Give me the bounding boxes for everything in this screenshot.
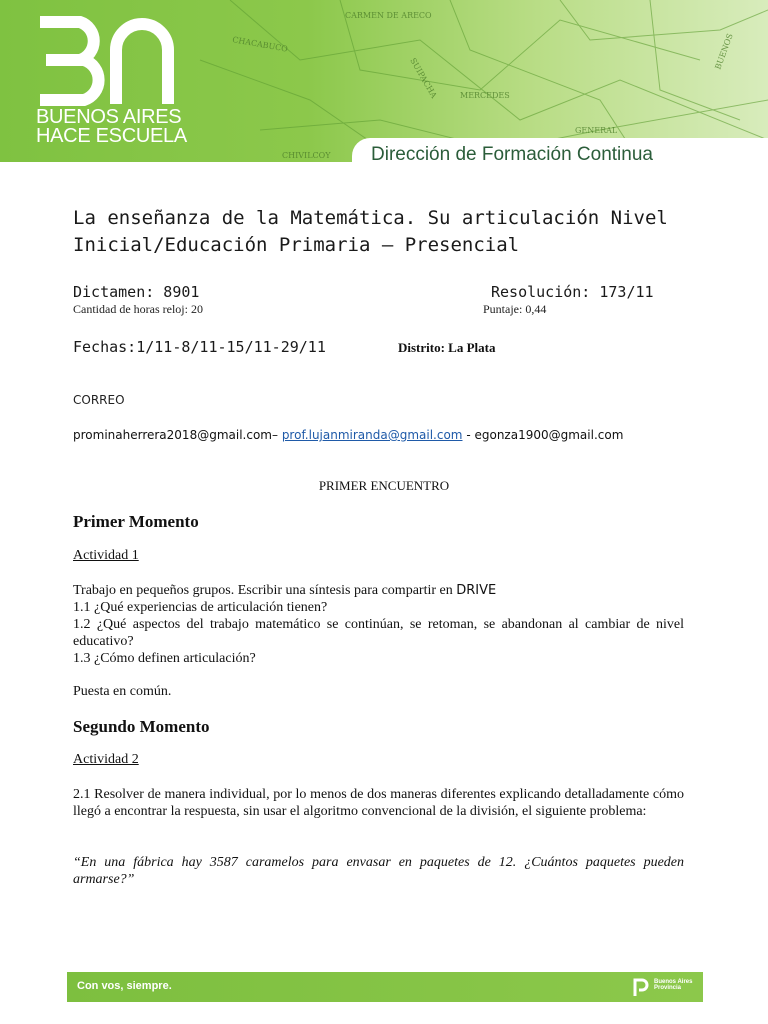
map-label-carmen: CARMEN DE ARECO [345, 11, 432, 20]
fechas: Fechas:1/11-8/11-15/11-29/11 [73, 338, 326, 356]
course-title-line-1: La enseñanza de la Matemática. Su articulación Nivel [73, 207, 668, 229]
course-title [73, 205, 693, 259]
footer-slogan: Con vos, siempre. [77, 980, 172, 992]
logo-wordmark [36, 108, 187, 146]
logo-line-2: HACE ESCUELA [36, 125, 187, 147]
direccion-title: Dirección de Formación Continua [371, 144, 653, 165]
puesta-en-comun: Puesta en común. [73, 684, 172, 699]
distrito: Distrito: La Plata [398, 340, 496, 355]
horas-reloj: Cantidad de horas reloj: 20 [73, 302, 203, 316]
email-1: prominaherrera2018@gmail.com– [73, 428, 278, 442]
a1-question-1: 1.1 ¿Qué experiencias de articulación tienen? [73, 600, 328, 615]
actividad-2-label: Actividad 2 [73, 752, 139, 767]
map-label-chacabuco: CHACABUCO [231, 35, 289, 54]
puntaje: Puntaje: 0,44 [483, 302, 547, 316]
footer-brand [654, 979, 692, 991]
map-label-mercedes: MERCEDES [460, 91, 510, 100]
email-2-link[interactable]: prof.lujanmiranda@gmail.com [281, 428, 463, 442]
footer-brand-line-2: Provincia [654, 985, 682, 991]
actividad-1-label: Actividad 1 [73, 548, 139, 563]
momento-2-heading: Segundo Momento [73, 717, 210, 736]
drive-label: DRIVE [456, 583, 497, 598]
a1-question-2: 1.2 ¿Qué aspectos del trabajo matemático se continúan, se retoman, se abandonan al cambiar de nivel educativo? [73, 617, 684, 649]
actividad-2-text: 2.1 Resolver de manera individual, por lo menos de dos maneras diferentes explicando detalladamente cómo llegó a encontrar la respuesta, sin usar el algoritmo convencional de la división, el siguiente problema: [73, 787, 684, 819]
a1-question-3: 1.3 ¿Cómo definen articulación? [73, 651, 256, 666]
encuentro-title: PRIMER ENCUENTRO [318, 478, 450, 493]
map-label-buenos: BUENOS [713, 32, 735, 71]
map-label-chivilcoy: CHIVILCOY [282, 151, 331, 160]
correo-label: CORREO [73, 393, 125, 407]
dictamen: Dictamen: 8901 [73, 283, 200, 301]
logo-line-1: BUENOS AIRES [36, 106, 182, 128]
momento-1-heading: Primer Momento [73, 512, 199, 531]
map-label-general: GENERAL [575, 126, 618, 135]
footer-brand-line-1: Buenos Aires [654, 979, 693, 985]
a1-intro [73, 582, 684, 599]
actividad-1-body [73, 582, 684, 667]
map-label-suipacha: SUIPACHA [408, 56, 439, 100]
course-title-line-2: Inicial/Educación Primaria – Presencial [73, 234, 520, 256]
province-logo-icon [633, 977, 649, 997]
email-3: - egonza1900@gmail.com [466, 428, 624, 442]
email-line [73, 428, 623, 442]
actividad-2-problem: “En una fábrica hay 3587 caramelos para envasar en paquetes de 12. ¿Cuántos paquetes pueden armarse?” [73, 855, 684, 887]
resolucion: Resolución: 173/11 [491, 283, 654, 301]
bn-logo-icon [34, 14, 179, 106]
a1-intro-text: Trabajo en pequeños grupos. Escribir una síntesis para compartir en [73, 583, 453, 598]
